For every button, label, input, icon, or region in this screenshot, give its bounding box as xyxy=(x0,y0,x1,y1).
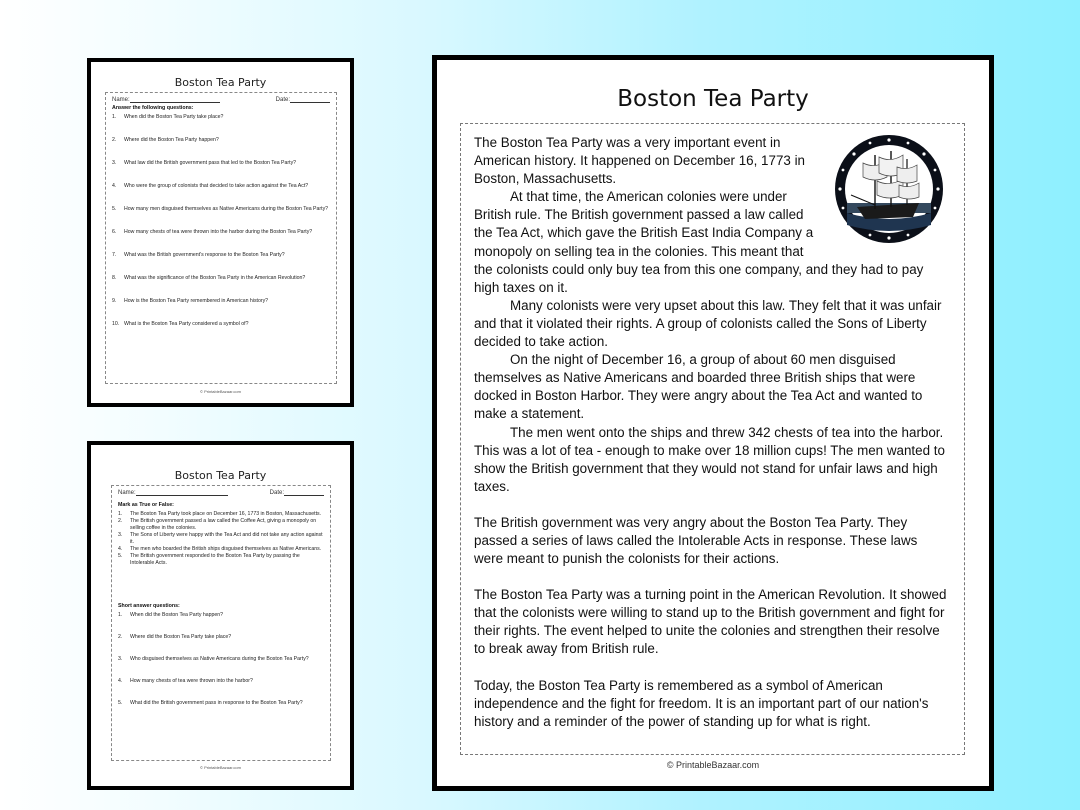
worksheet-dashed-box xyxy=(111,485,331,761)
question-text: The British government responded to the Boston Tea Party by passing the Intolerable Acts. xyxy=(130,553,300,567)
name-date-row xyxy=(112,486,330,496)
question-text: The Sons of Liberty were happy with the Tea Act and did not take any action against it. xyxy=(130,532,323,546)
date-label: Date: xyxy=(275,97,290,103)
question-item xyxy=(112,321,330,328)
name-label: Name: xyxy=(112,97,130,103)
worksheet-dashed-box xyxy=(105,92,337,384)
passage-text xyxy=(474,134,949,731)
question-item xyxy=(112,206,330,213)
worksheet-questions-preview xyxy=(87,58,354,407)
question-item xyxy=(118,634,324,641)
name-label: Name: xyxy=(118,490,136,496)
worksheet-footer: © PrintableBazaar.com xyxy=(200,765,241,770)
question-number: 4. xyxy=(112,183,117,190)
question-text: The British government passed a law called the Coffee Act, giving a monopoly on selling coffee in the colonies. xyxy=(130,518,317,532)
question-item xyxy=(118,612,324,619)
question-text: What was the significance of the Boston Tea Party in the American Revolution? xyxy=(124,275,306,282)
question-number: 4. xyxy=(118,678,123,685)
name-date-row xyxy=(106,93,336,103)
question-item xyxy=(112,114,330,121)
worksheet-title: Boston Tea Party xyxy=(174,469,267,482)
question-number: 7. xyxy=(112,252,117,259)
question-text: Who disguised themselves as Native Americans during the Boston Tea Party? xyxy=(130,656,309,663)
section-heading: Answer the following questions: xyxy=(112,105,194,111)
question-number: 3. xyxy=(112,160,117,167)
paragraph-colonists-upset: Many colonists were very upset about this law. They felt that it was unfair and that it violated their rights. A group of colonists called the Sons of Liberty decided to take action. xyxy=(474,297,942,350)
paragraph-today: Today, the Boston Tea Party is remembered as a symbol of American independence and the fight for freedom. It is an important part of our nation's history and a reminder of the power of standing up for what is right. xyxy=(474,677,929,729)
question-text: When did the Boston Tea Party take place? xyxy=(124,114,224,120)
question-number: 2. xyxy=(118,518,123,525)
question-item xyxy=(118,656,324,663)
question-text: What was the British government's response to the Boston Tea Party? xyxy=(124,252,285,259)
paragraph-intro: The Boston Tea Party was a very important event in American history. It happened on December 16, 1773 in Boston, Massachusetts. xyxy=(474,135,805,187)
paragraph-tea-act-b: the colonists could only buy tea from this one company, and they had to pay high taxes on it. xyxy=(474,261,924,295)
question-item xyxy=(118,518,324,532)
name-line xyxy=(136,490,228,496)
question-number: 9. xyxy=(112,298,117,305)
question-item xyxy=(112,137,330,144)
paragraph-turning-point: The Boston Tea Party was a turning point in the American Revolution. It showed that the colonists were willing to stand up to the British government and fight for their rights. The event helped to unite the colonies and strengthen their resolve to break away from British rule. xyxy=(474,587,947,657)
question-number: 5. xyxy=(112,206,117,213)
question-number: 6. xyxy=(112,229,117,236)
question-number: 2. xyxy=(118,634,123,641)
question-text: How many chests of tea were thrown into the harbor? xyxy=(130,678,253,685)
question-item xyxy=(118,511,324,518)
question-number: 5. xyxy=(118,700,123,707)
question-text: What did the British government pass in response to the Boston Tea Party? xyxy=(130,700,303,707)
date-line xyxy=(284,490,324,496)
worksheet-title: Boston Tea Party xyxy=(174,76,267,89)
question-text: What is the Boston Tea Party considered a symbol of? xyxy=(124,321,249,328)
question-number: 1. xyxy=(118,511,123,517)
date-label: Date: xyxy=(269,490,284,496)
page-title: Boston Tea Party xyxy=(617,86,809,112)
question-item xyxy=(118,678,324,685)
paragraph-intolerable-acts: The British government was very angry about the Boston Tea Party. They passed a series of laws called the Intolerable Acts in response. These laws were meant to punish the colonists for their actions. xyxy=(474,514,918,567)
tf-heading: Mark as True or False: xyxy=(118,502,174,508)
question-item xyxy=(118,700,324,707)
question-number: 1. xyxy=(112,114,117,120)
paragraph-tea-act-a: At that time, the American colonies were under British rule. The British government passed a law called the Tea Act, which gave the British East India Company a monopoly on selling tea in the colonies. This meant that xyxy=(474,189,814,259)
question-text: The Boston Tea Party took place on December 16, 1773 in Boston, Massachusetts. xyxy=(130,511,322,517)
truefalse-list xyxy=(112,511,330,567)
date-line xyxy=(290,97,330,103)
question-item xyxy=(112,160,330,167)
question-number: 3. xyxy=(118,532,123,539)
question-number: 3. xyxy=(118,656,123,663)
question-item xyxy=(112,183,330,190)
paragraph-chests-of-tea: The men went onto the ships and threw 342 chests of tea into the harbor. This was a lot of tea - enough to make over 18 million cups! The men wanted to show the British government that they would not stand for unfair laws and high taxes. xyxy=(474,424,945,494)
question-number: 2. xyxy=(112,137,117,144)
question-text: Who were the group of colonists that decided to take action against the Tea Act? xyxy=(124,183,309,190)
question-number: 8. xyxy=(112,275,117,282)
question-text: Where did the Boston Tea Party take place? xyxy=(130,634,232,641)
copyright-footer: © PrintableBazaar.com xyxy=(666,760,760,770)
question-text: How many men disguised themselves as Native Americans during the Boston Tea Party? xyxy=(124,206,329,213)
worksheet-footer: © PrintableBazaar.com xyxy=(200,389,241,394)
passage-dashed-box xyxy=(460,123,965,755)
question-text: How many chests of tea were thrown into the harbor during the Boston Tea Party? xyxy=(124,229,313,236)
reading-passage-page xyxy=(432,55,994,791)
question-number: 1. xyxy=(118,612,123,619)
question-item xyxy=(118,532,324,546)
question-number: 5. xyxy=(118,553,123,560)
question-item xyxy=(112,275,330,282)
question-text: How is the Boston Tea Party remembered in American history? xyxy=(124,298,269,305)
question-item xyxy=(112,252,330,259)
question-text: What law did the British government pass that led to the Boston Tea Party? xyxy=(124,160,297,167)
short-answer-heading: Short answer questions: xyxy=(118,603,180,610)
question-text: When did the Boston Tea Party happen? xyxy=(130,612,224,619)
worksheet-truefalse-preview xyxy=(87,441,354,790)
question-item xyxy=(112,298,330,305)
name-line xyxy=(130,97,220,103)
question-number: 10. xyxy=(112,321,120,328)
short-answer-list xyxy=(112,612,330,707)
question-item xyxy=(112,229,330,236)
question-number: 4. xyxy=(118,546,123,553)
question-text: Where did the Boston Tea Party happen? xyxy=(124,137,219,144)
question-item xyxy=(118,553,324,567)
question-item xyxy=(118,546,324,553)
question-list xyxy=(106,114,336,328)
paragraph-night-of-dec-16: On the night of December 16, a group of about 60 men disguised themselves as Native Americans and boarded three British ships that were docked in Boston Harbor. They were angry about the Tea Act and wanted to make a statement. xyxy=(474,352,923,422)
question-text: The men who boarded the British ships disguised themselves as Native Americans. xyxy=(130,546,322,553)
